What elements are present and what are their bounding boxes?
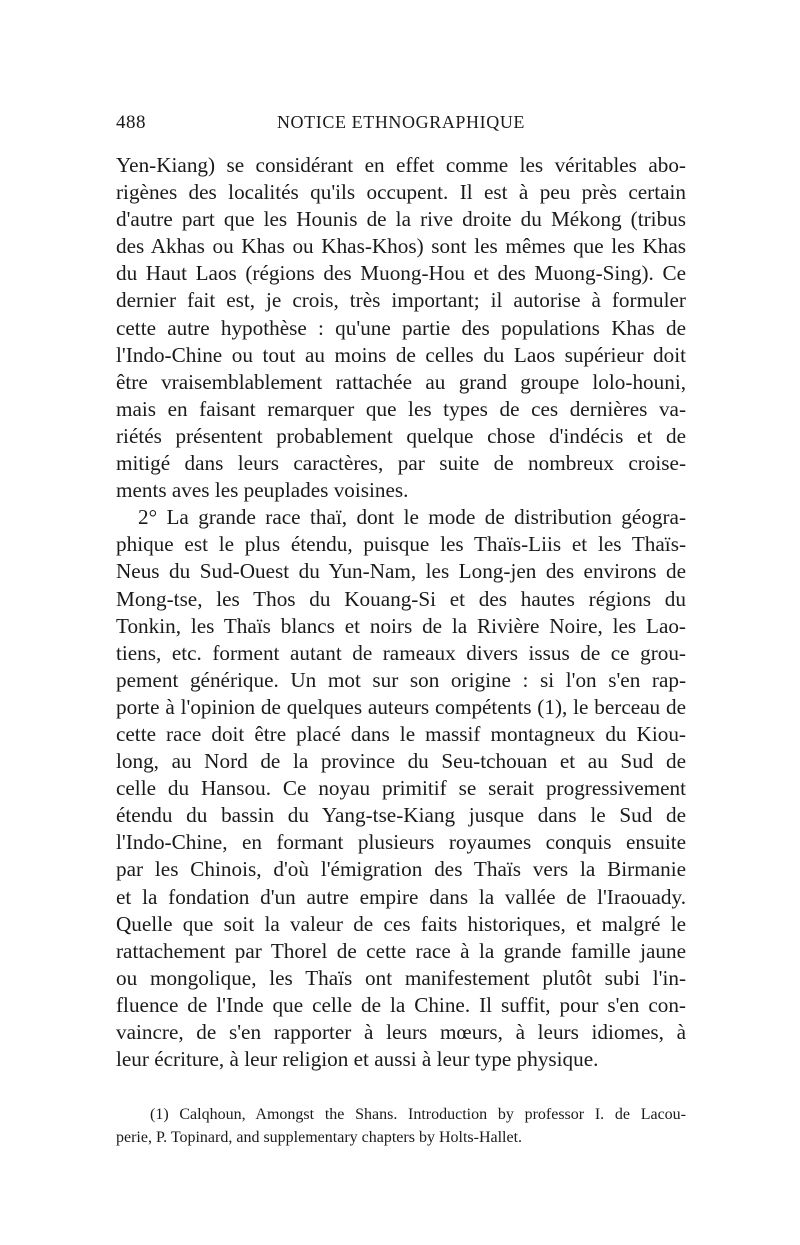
text-line: dernier fait est, je crois, très important; il autorise à formuler [116, 288, 686, 313]
text-line: mais en faisant remarquer que les types de ces dernières va- [116, 396, 686, 421]
text-line: 2° La grande race thaï, dont le mode de distribution géogra- [138, 505, 686, 530]
text-line: vaincre, de s'en rapporter à leurs mœurs, à leurs idiomes, à [116, 1020, 686, 1044]
text-line: cette autre hypothèse : qu'une partie des populations Khas de [116, 315, 686, 340]
footnote-line: (1) Calqhoun, Amongst the Shans. Introduction by professor I. de Lacou- [150, 1106, 686, 1124]
text-line: porte à l'opinion de quelques auteurs compétents (1), le berceau de [116, 694, 686, 719]
text-line: l'Indo-Chine, en formant plusieurs royaumes conquis ensuite [116, 830, 686, 855]
text-line: phique est le plus étendu, puisque les Thaïs-Liis et les Thaïs- [116, 532, 686, 557]
text-line: et la fondation d'un autre empire dans la vallée de l'Iraouady. [116, 884, 686, 909]
text-line: cette race doit être placé dans le massif montagneux du Kiou- [116, 721, 686, 746]
text-line: l'Indo-Chine ou tout au moins de celles du Laos supérieur doit [116, 342, 686, 367]
text-line: riétés présentent probablement quelque chose d'indécis et de [116, 423, 686, 448]
text-line: rattachement par Thorel de cette race à la grande famille jaune [116, 938, 686, 963]
text-line: être vraisemblablement rattachée au grand groupe lolo-houni, [116, 369, 686, 394]
text-line: long, au Nord de la province du Seu-tchouan et au Sud de [116, 749, 686, 774]
text-line: Yen-Kiang) se considérant en effet comme les véritables abo- [116, 153, 686, 177]
text-line: celle du Hansou. Ce noyau primitif se serait progressivement [116, 776, 686, 801]
text-line: Quelle que soit la valeur de ces faits historiques, et malgré le [116, 911, 686, 936]
text-line: du Haut Laos (régions des Muong-Hou et des Muong-Sing). Ce [116, 261, 686, 286]
text-line: Neus du Sud-Ouest du Yun-Nam, les Long-jen des environs de [116, 559, 686, 584]
body-text [116, 152, 686, 1073]
text-line: étendu du bassin du Yang-tse-Kiang jusque dans le Sud de [116, 803, 686, 828]
page-number: 488 [116, 112, 146, 133]
running-head [116, 112, 686, 142]
text-line: mitigé dans leurs caractères, par suite de nombreux croise- [116, 451, 686, 476]
text-line: pement générique. Un mot sur son origine : si l'on s'en rap- [116, 667, 686, 692]
footnotes [116, 1103, 686, 1149]
text-line: Mong-tse, les Thos du Kouang-Si et des hautes régions du [116, 586, 686, 611]
text-line: des Akhas ou Khas ou Khas-Khos) sont les mêmes que les Khas [116, 234, 686, 259]
text-line: ou mongolique, les Thaïs ont manifestement plutôt subi l'in- [116, 965, 686, 990]
running-title: NOTICE ETHNOGRAPHIQUE [276, 112, 526, 132]
text-line: ments aves les peuplades voisines. [116, 478, 409, 503]
text-line: Tonkin, les Thaïs blancs et noirs de la Rivière Noire, les Lao- [116, 613, 686, 638]
book-page [116, 112, 686, 1149]
text-line: leur écriture, à leur religion et aussi à leur type physique. [116, 1047, 599, 1072]
text-line: par les Chinois, d'où l'émigration des Thaïs vers la Birmanie [116, 857, 686, 882]
footnote-line: perie, P. Topinard, and supplementary chapters by Holts-Hallet. [116, 1129, 523, 1147]
text-line: d'autre part que les Hounis de la rive droite du Mékong (tribus [116, 207, 686, 232]
text-line: rigènes des localités qu'ils occupent. Il est à peu près certain [116, 180, 686, 205]
text-line: fluence de l'Inde que celle de la Chine. Il suffit, pour s'en con- [116, 992, 686, 1017]
text-line: tiens, etc. forment autant de rameaux divers issus de ce grou- [116, 640, 686, 665]
